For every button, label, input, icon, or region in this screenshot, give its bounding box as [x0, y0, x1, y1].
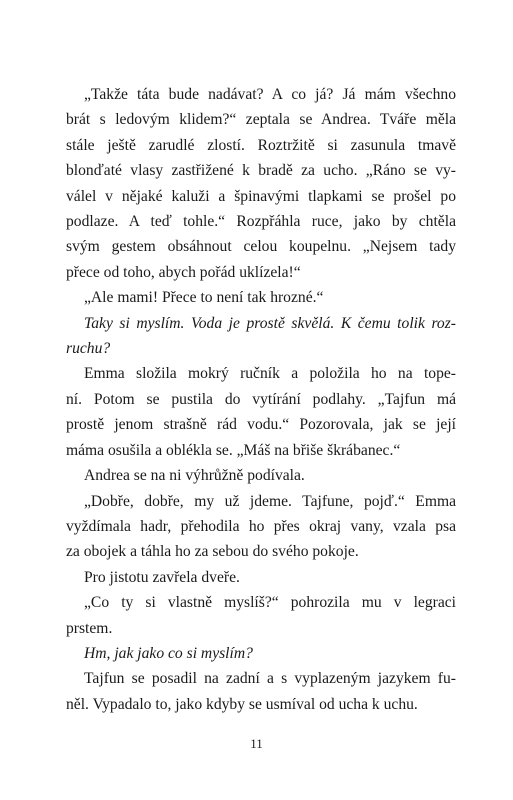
text-line: „Dobře, dobře, my už jdeme. Tajfune, pojď.“ Emma [84, 492, 456, 510]
text-line: Emma složila mokrý ručník a položila ho na tope- [84, 365, 456, 383]
text-line: máma osušila a oblékla se. „Máš na břiše škrábanec.“ [66, 441, 401, 459]
text-line: přece od toho, abych pořád uklízela!“ [66, 263, 301, 281]
text-line: Taky si myslím. Voda je prostě skvělá. K čemu tolik roz- [84, 314, 456, 332]
paragraph [66, 565, 456, 590]
text-line: brát s ledovým klidem?“ zeptala se Andrea. Tváře měla [66, 111, 456, 129]
paragraph [66, 285, 456, 310]
italic-paragraph [66, 641, 456, 666]
text-line: prstem. [66, 619, 113, 637]
text-line: za obojek a táhla ho za sebou do svého pokoje. [66, 543, 359, 561]
text-line: „Ale mami! Přece to není tak hrozné.“ [84, 289, 324, 307]
paragraph [66, 666, 456, 717]
page-number: 11 [250, 736, 263, 751]
text-line: Pro jistotu zavřela dveře. [84, 568, 240, 586]
paragraph [66, 361, 456, 463]
paragraph [66, 463, 456, 488]
text-line: svým gestem obsáhnout celou koupelnu. „Nejsem tady [66, 238, 456, 256]
text-line: ruchu? [66, 340, 111, 358]
paragraph [66, 489, 456, 565]
text-line: podlaze. A teď tohle.“ Rozpřáhla ruce, jako by chtěla [66, 213, 456, 231]
text-line: Andrea se na ni výhrůžně podívala. [84, 467, 305, 485]
text-line: blonďaté vlasy zastřižené k bradě za ucho. „Ráno se vy- [66, 162, 456, 180]
text-line: Tajfun se posadil na zadní a s vyplazeným jazykem fu- [84, 670, 456, 688]
text-line: Hm, jak jako co si myslím? [84, 644, 253, 662]
text-line: „Takže táta bude nadávat? A co já? Já mám všechno [84, 86, 456, 103]
italic-paragraph [66, 311, 456, 362]
text-line: prostě jenom strašně rád vodu.“ Pozorovala, jak se její [66, 416, 456, 434]
paragraph [66, 82, 456, 285]
text-line: „Co ty si vlastně myslíš?“ pohrozila mu v legraci [84, 594, 456, 612]
text-line: stále ještě zarudlé zlostí. Roztržitě si zasunula tmavě [66, 136, 456, 154]
text-line: něl. Vypadalo to, jako kdyby se usmíval od ucha k uchu. [66, 695, 418, 713]
text-line: ní. Potom se pustila do vytírání podlahy. „Tajfun má [66, 390, 456, 408]
paragraph [66, 590, 456, 641]
text-line: válel v nějaké kaluži a špinavými tlapkami se prošel po [66, 187, 456, 205]
body-text [66, 82, 456, 717]
text-line: vyždímala hadr, přehodila ho přes okraj vany, vzala psa [66, 517, 456, 535]
